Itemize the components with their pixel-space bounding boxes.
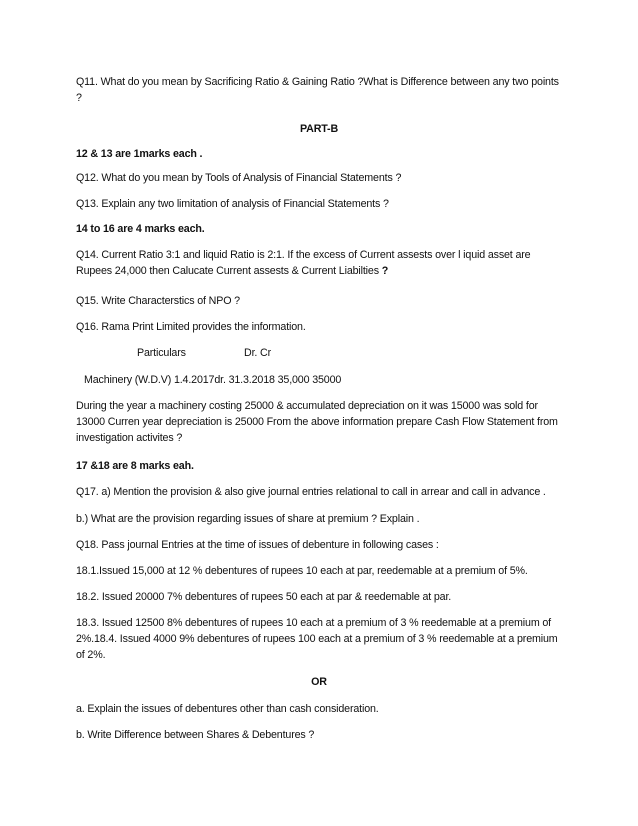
section-heading-17-18: 17 &18 are 8 marks eah.	[76, 460, 194, 472]
question-18-3-4: 18.3. Issued 12500 8% debentures of rupees 10 each at a premium of 3 % reedemable at a premium of 2%.18.4. Issued 4000 9% debentures of rupees 100 each at a premium of 3 % reedemable at a premium of 2%.	[76, 617, 558, 661]
question-14	[76, 247, 566, 279]
question-16-detail: During the year a machinery costing 25000 & accumulated depreciation on it was 15000 was sold for 13000 Curren year depreciation is 25000 From the above information prepare Cash Flow Statement from investigation activites ?	[76, 400, 558, 444]
question-13: Q13. Explain any two limitation of analysis of Financial Statements ?	[76, 198, 389, 210]
section-heading-14-16: 14 to 16 are 4 marks each.	[76, 223, 205, 235]
question-14-text: Q14. Current Ratio 3:1 and liquid Ratio is 2:1. If the excess of Current assests over l iquid asset are Rupees 24,000 then Calucate Current assests & Current Liabilties	[76, 249, 531, 277]
question-17b: b.) What are the provision regarding issues of share at premium ? Explain .	[76, 513, 420, 525]
question-12: Q12. What do you mean by Tools of Analysis of Financial Statements ?	[76, 172, 402, 184]
table-row-machinery: Machinery (W.D.V) 1.4.2017dr. 31.3.2018 35,000 35000	[84, 374, 342, 386]
or-heading: OR	[311, 676, 327, 688]
question-16: Q16. Rama Print Limited provides the information.	[76, 321, 306, 333]
question-18-2: 18.2. Issued 20000 7% debentures of rupees 50 each at par & reedemable at par.	[76, 591, 452, 603]
table-header-dr-cr: Dr. Cr	[244, 347, 272, 359]
question-18-1: 18.1.Issued 15,000 at 12 % debentures of rupees 10 each at par, reedemable at a premium of 5%.	[76, 565, 528, 577]
question-14-mark: ?	[381, 265, 389, 277]
question-17a: Q17. a) Mention the provision & also give journal entries relational to call in arrear and call in advance .	[76, 486, 546, 498]
question-18: Q18. Pass journal Entries at the time of issues of debenture in following cases :	[76, 539, 439, 551]
alternative-question-a: a. Explain the issues of debentures other than cash consideration.	[76, 703, 379, 715]
part-b-heading: PART-B	[299, 123, 339, 135]
alternative-question-b: b. Write Difference between Shares & Debentures ?	[76, 729, 315, 741]
table-header-particulars: Particulars	[137, 347, 186, 359]
question-11: Q11. What do you mean by Sacrificing Ratio & Gaining Ratio ?What is Difference between any two points ?	[76, 76, 559, 104]
section-heading-12-13: 12 & 13 are 1marks each .	[76, 148, 203, 160]
question-15: Q15. Write Characterstics of NPO ?	[76, 295, 240, 307]
